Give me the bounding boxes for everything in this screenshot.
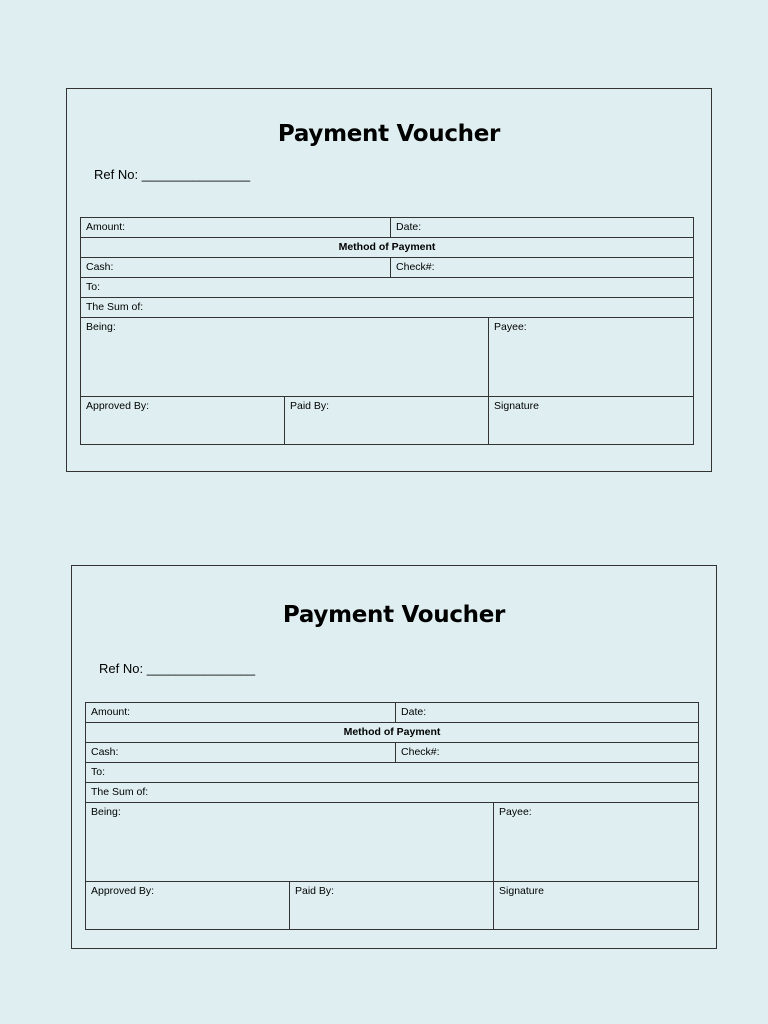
date-field[interactable]: Date: [396, 703, 699, 723]
ref-no-label: Ref No: [99, 661, 144, 676]
being-field[interactable]: Being: [81, 318, 489, 397]
ref-no-blank[interactable]: _______________ [141, 167, 251, 182]
ref-no [94, 167, 250, 182]
sum-field[interactable]: The Sum of: [81, 298, 694, 318]
payment-voucher-1 [66, 88, 712, 472]
payment-voucher-2 [71, 565, 717, 949]
cash-field[interactable]: Cash: [81, 258, 391, 278]
being-field[interactable]: Being: [86, 803, 494, 882]
approved-by-field[interactable]: Approved By: [86, 882, 290, 930]
approved-by-field[interactable]: Approved By: [81, 397, 285, 445]
ref-no-label: Ref No: [94, 167, 139, 182]
cash-field[interactable]: Cash: [86, 743, 396, 763]
sum-field[interactable]: The Sum of: [86, 783, 699, 803]
voucher-table [85, 702, 699, 930]
payee-field[interactable]: Payee: [494, 803, 699, 882]
to-field[interactable]: To: [81, 278, 694, 298]
voucher-table [80, 217, 694, 445]
payee-field[interactable]: Payee: [489, 318, 694, 397]
voucher-title: Payment Voucher [282, 602, 506, 628]
to-field[interactable]: To: [86, 763, 699, 783]
amount-field[interactable]: Amount: [86, 703, 396, 723]
paid-by-field[interactable]: Paid By: [285, 397, 489, 445]
method-of-payment-header: Method of Payment [81, 238, 694, 258]
signature-field[interactable]: Signature [494, 882, 699, 930]
method-of-payment-header: Method of Payment [86, 723, 699, 743]
date-field[interactable]: Date: [391, 218, 694, 238]
amount-field[interactable]: Amount: [81, 218, 391, 238]
paid-by-field[interactable]: Paid By: [290, 882, 494, 930]
check-field[interactable]: Check#: [391, 258, 694, 278]
voucher-title: Payment Voucher [277, 121, 501, 147]
signature-field[interactable]: Signature [489, 397, 694, 445]
check-field[interactable]: Check#: [396, 743, 699, 763]
ref-no-blank[interactable]: _______________ [146, 661, 256, 676]
ref-no [99, 661, 255, 676]
